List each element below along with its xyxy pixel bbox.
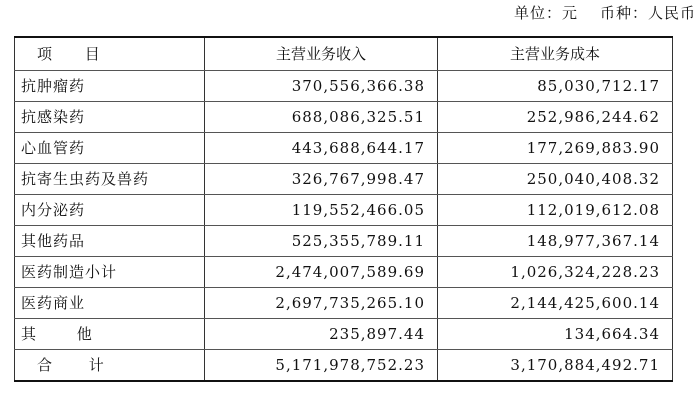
row-revenue: 5,171,978,752.23 [205,350,438,382]
row-revenue: 2,474,007,589.69 [205,257,438,288]
currency-label: 币种：人民币 [599,4,696,22]
table-header-row [15,37,673,71]
column-header-cost: 主营业务成本 [438,37,673,71]
row-item-name: 其他药品 [15,226,205,257]
table-row [15,288,673,319]
row-revenue: 119,552,466.05 [205,195,438,226]
row-cost: 112,019,612.08 [438,195,673,226]
row-cost: 134,664.34 [438,319,673,350]
row-item-name: 内分泌药 [15,195,205,226]
row-item-name: 医药制造小计 [15,257,205,288]
row-revenue: 235,897.44 [205,319,438,350]
row-cost: 1,026,324,228.23 [438,257,673,288]
row-revenue: 370,556,366.38 [205,71,438,102]
row-item-name: 抗感染药 [15,102,205,133]
unit-currency-line [510,2,696,23]
table-row [15,133,673,164]
row-revenue: 688,086,325.51 [205,102,438,133]
column-header-revenue: 主营业务收入 [205,37,438,71]
table-row [15,226,673,257]
row-cost: 252,986,244.62 [438,102,673,133]
row-cost: 85,030,712.17 [438,71,673,102]
unit-label: 单位：元 [513,4,578,22]
table-row [15,319,673,350]
column-header-item: 项 目 [15,37,205,71]
row-revenue: 525,355,789.11 [205,226,438,257]
row-cost: 3,170,884,492.71 [438,350,673,382]
row-item-name: 心血管药 [15,133,205,164]
table-row [15,102,673,133]
row-revenue: 2,697,735,265.10 [205,288,438,319]
row-revenue: 443,688,644.17 [205,133,438,164]
row-cost: 177,269,883.90 [438,133,673,164]
row-item-name: 医药商业 [15,288,205,319]
revenue-cost-table [14,36,673,382]
table-row [15,71,673,102]
row-item-name: 其 他 [15,319,205,350]
table-row-total [15,350,673,382]
row-revenue: 326,767,998.47 [205,164,438,195]
row-cost: 148,977,367.14 [438,226,673,257]
row-item-name: 抗肿瘤药 [15,71,205,102]
table-row [15,164,673,195]
row-item-name: 抗寄生虫药及兽药 [15,164,205,195]
table-row [15,195,673,226]
row-cost: 2,144,425,600.14 [438,288,673,319]
row-item-name: 合 计 [15,350,205,382]
row-cost: 250,040,408.32 [438,164,673,195]
table-row-subtotal [15,257,673,288]
